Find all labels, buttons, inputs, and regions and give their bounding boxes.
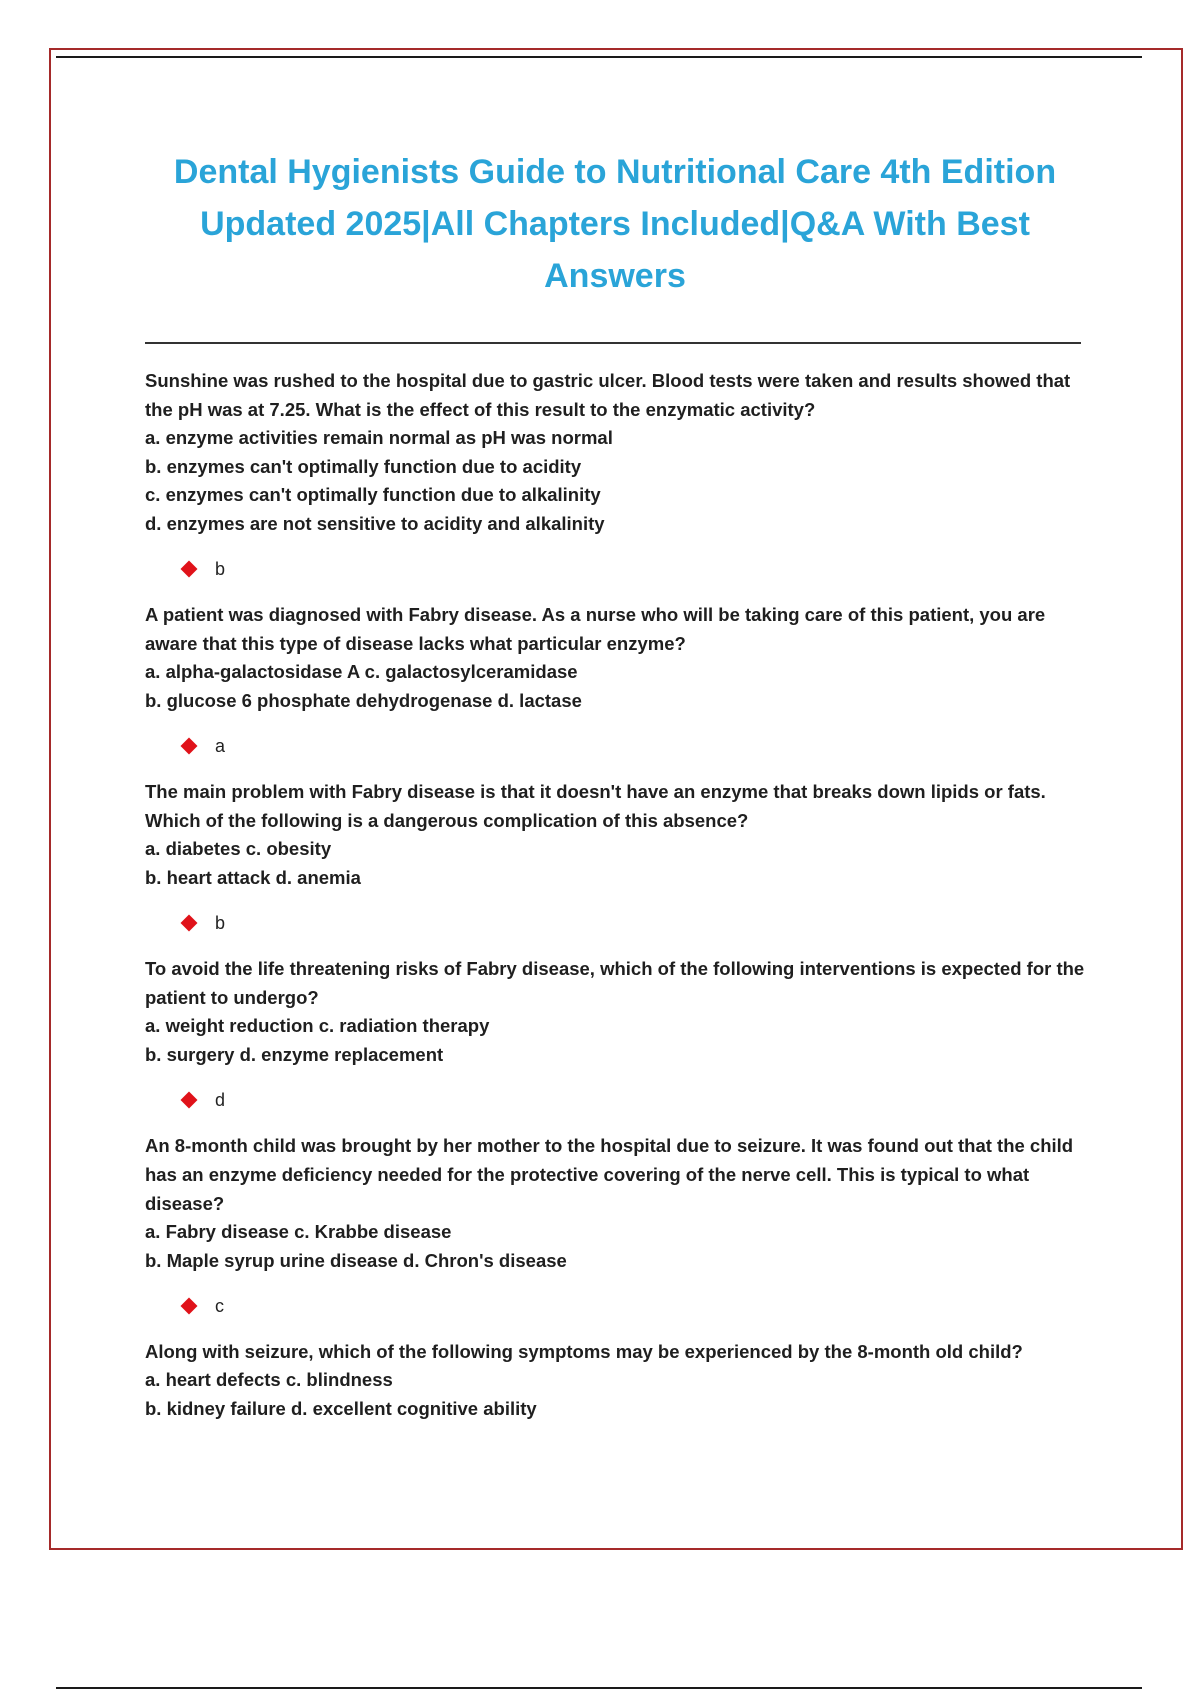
- question-block: [145, 366, 1090, 584]
- question-block: [145, 954, 1090, 1115]
- diamond-bullet-icon: [181, 1298, 198, 1315]
- answer-letter: b: [215, 912, 226, 933]
- title-divider: [145, 342, 1081, 344]
- option: c. enzymes can't optimally function due to alkalinity: [145, 484, 601, 505]
- answer-row: [183, 1085, 1090, 1115]
- question-block: [145, 1131, 1090, 1321]
- question-text: Along with seizure, which of the following symptoms may be experienced by the 8-month old child?: [145, 1341, 1023, 1362]
- answer-letter: c: [215, 1295, 224, 1316]
- question-text: An 8-month child was brought by her mother to the hospital due to seizure. It was found out that the child has an enzyme deficiency needed for the protective covering of the nerve cell. This is typical to what disease?: [145, 1135, 1074, 1214]
- diamond-bullet-icon: [181, 1092, 198, 1109]
- option: b. glucose 6 phosphate dehydrogenase d. lactase: [145, 689, 582, 711]
- answer-row: [183, 1291, 1090, 1321]
- option: b. surgery d. enzyme replacement: [145, 1043, 444, 1065]
- option: a. heart defects c. blindness: [145, 1369, 393, 1390]
- diamond-bullet-icon: [181, 561, 198, 578]
- bottom-rule: [56, 1687, 1142, 1689]
- document-title: Dental Hygienists Guide to Nutritional Care 4th Edition Updated 2025|All Chapters Included|Q&A With Best Answers: [173, 153, 1057, 295]
- option: d. enzymes are not sensitive to acidity and alkalinity: [145, 512, 605, 534]
- option: b. heart attack d. anemia: [145, 866, 361, 888]
- question-text: The main problem with Fabry disease is that it doesn't have an enzyme that breaks down lipids or fats. Which of the following is a dangerous complication of this absence?: [145, 781, 1046, 831]
- option: b. Maple syrup urine disease d. Chron's disease: [145, 1249, 567, 1271]
- option: a. enzyme activities remain normal as pH was normal: [145, 427, 613, 448]
- answer-row: [183, 731, 1090, 761]
- option: a. diabetes c. obesity: [145, 838, 332, 859]
- question-block: [145, 600, 1090, 761]
- question-text: A patient was diagnosed with Fabry disease. As a nurse who will be taking care of this patient, you are aware that this type of disease lacks what particular enzyme?: [145, 604, 1046, 654]
- question-list: [145, 366, 1090, 1423]
- option: a. alpha-galactosidase A c. galactosylceramidase: [145, 661, 578, 682]
- question-block: [145, 777, 1090, 938]
- option: a. weight reduction c. radiation therapy: [145, 1015, 490, 1036]
- question-text: To avoid the life threatening risks of Fabry disease, which of the following interventions is expected for the patient to undergo?: [145, 958, 1085, 1008]
- answer-row: [183, 554, 1090, 584]
- question-text: Sunshine was rushed to the hospital due to gastric ulcer. Blood tests were taken and results showed that the pH was at 7.25. What is the effect of this result to the enzymatic activity?: [145, 370, 1071, 420]
- diamond-bullet-icon: [181, 915, 198, 932]
- answer-row: [183, 908, 1090, 938]
- question-block: [145, 1337, 1090, 1423]
- option: b. enzymes can't optimally function due to acidity: [145, 455, 582, 477]
- diamond-bullet-icon: [181, 738, 198, 755]
- answer-letter: d: [215, 1089, 226, 1110]
- answer-letter: b: [215, 558, 226, 579]
- answer-letter: a: [215, 735, 226, 756]
- option: a. Fabry disease c. Krabbe disease: [145, 1221, 452, 1242]
- option: b. kidney failure d. excellent cognitive ability: [145, 1397, 537, 1419]
